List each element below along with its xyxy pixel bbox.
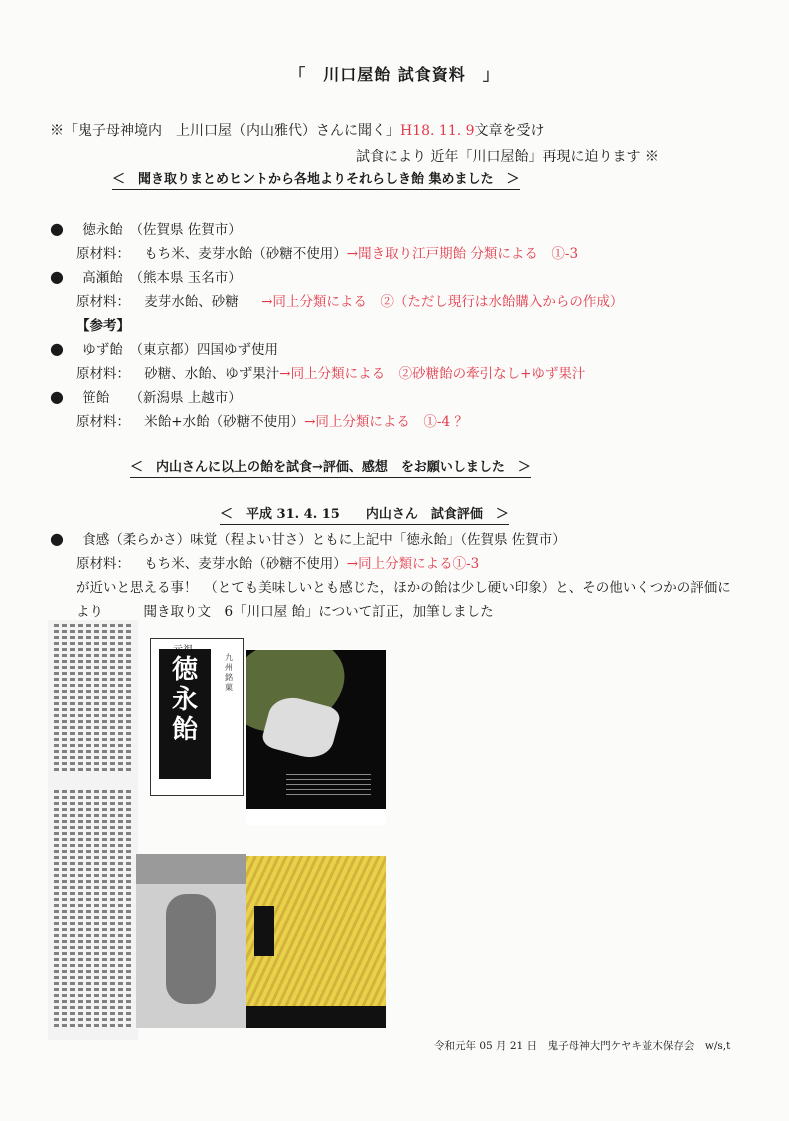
evaluation-materials — [76, 552, 479, 572]
bullet-icon: ● — [50, 387, 64, 406]
evaluation-line-1: 食感（柔らかさ）味覚（程よい甘さ）ともに上記中「徳永飴」（佐賀県 佐賀市） — [82, 532, 566, 548]
bullet-icon: ● — [50, 219, 64, 238]
bullet-icon: ● — [50, 529, 64, 548]
candy-item — [50, 218, 242, 238]
intro-line-1-text: ※「鬼子母神境内 上川口屋（内山雅代）さんに聞く」 — [50, 123, 400, 139]
label-brand-text: 徳永飴 — [171, 655, 198, 745]
candy-item — [50, 386, 242, 406]
intro-line-2: 試食により 近年「川口屋飴」再現に迫ります ※ — [356, 149, 659, 165]
tokunaga-ame-label-image — [150, 638, 244, 796]
materials-label: 原材料： — [76, 246, 130, 262]
materials-label: 原材料： — [76, 294, 130, 310]
materials-text: もち米、麦芽水飴（砂糖不使用） — [144, 556, 347, 572]
materials-text: 米飴+水飴（砂糖不使用） — [144, 414, 305, 430]
intro-date: H18. 11. 9 — [400, 123, 475, 139]
candy-name: 高瀬飴 （熊本県 玉名市） — [82, 270, 242, 286]
candy-materials — [76, 290, 623, 310]
materials-text: もち米、麦芽水飴（砂糖不使用） — [144, 246, 347, 262]
classification-note: →同上分類による①-3 — [346, 556, 480, 572]
candy-item — [50, 338, 278, 358]
shop-photo — [136, 854, 246, 1028]
candy-name: 笹飴 （新潟県 上越市） — [82, 390, 242, 406]
classification-note: →同上分類による ②砂糖飴の牽引なし+ゆず果汁 — [279, 366, 586, 382]
photo-collage — [48, 620, 410, 1040]
bullet-icon: ● — [50, 339, 64, 358]
classification-note: →同上分類による ①-4 ？ — [304, 414, 468, 430]
candy-materials — [76, 362, 585, 382]
newspaper-clipping-image — [48, 620, 138, 1040]
materials-label: 原材料： — [76, 414, 130, 430]
package-photo-dark — [246, 650, 386, 825]
materials-text: 麦芽水飴、砂糖 — [144, 294, 239, 310]
request-heading: ＜ 内山さんに以上の飴を試食→評価、感想 をお願いしました ＞ — [130, 456, 531, 478]
candy-item — [50, 266, 242, 286]
candy-materials — [76, 242, 578, 262]
footer-credit: 令和元年 05 月 21 日 鬼子母神大門ケヤキ並木保存会 w/s,t — [434, 1040, 731, 1052]
evaluation-heading: ＜ 平成 31. 4. 15 内山さん 試食評価 ＞ — [220, 503, 509, 525]
bullet-icon: ● — [50, 267, 64, 286]
intro-line-1-end: 文章を受け — [474, 123, 545, 139]
candy-name: 徳永飴 （佐賀県 佐賀市） — [82, 222, 242, 238]
hint-heading: ＜ 聞き取りまとめヒントから各地よりそれらしき飴 集めました ＞ — [112, 168, 520, 190]
candy-materials — [76, 410, 468, 430]
materials-text: 砂糖、水飴、ゆず果汁 — [144, 366, 280, 382]
materials-label: 原材料： — [76, 366, 130, 382]
evaluation-line-3: が近いと思える事！ （とても美味しいとも感じた，ほかの飴は少し硬い印象）と、その他いくつかの評価に — [76, 580, 731, 596]
intro-line-1 — [50, 120, 545, 140]
candy-name: ゆず飴 （東京都）四国ゆず使用 — [82, 342, 279, 358]
classification-note: →同上分類による ②（ただし現行は水飴購入からの作成） — [261, 294, 624, 310]
page-title: 「 川口屋飴 試食資料 」 — [289, 65, 500, 84]
package-photo-yellow — [246, 856, 386, 1028]
classification-note: →聞き取り江戸期飴 分類による ①-3 — [346, 246, 579, 262]
evaluation-line-4: より 聞き取り文 6「川口屋 飴」について訂正，加筆しました — [76, 604, 494, 620]
reference-label: 【参考】 — [76, 318, 130, 334]
label-side-text: 九州銘菓 — [225, 653, 233, 692]
evaluation-item — [50, 528, 566, 548]
materials-label: 原材料： — [76, 556, 130, 572]
